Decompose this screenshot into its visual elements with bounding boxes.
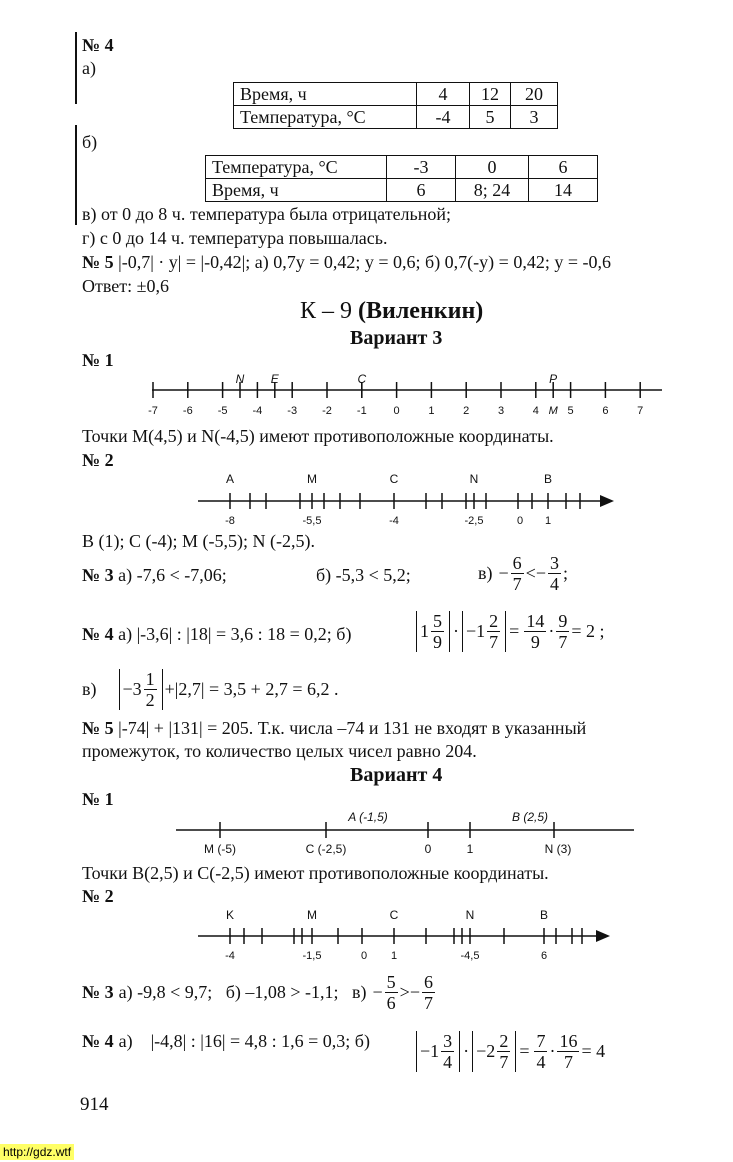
point-label: M (-5) <box>204 842 236 856</box>
point-label: C <box>357 372 367 386</box>
minus-sign: − <box>498 563 509 583</box>
tick-label: -4 <box>389 515 399 527</box>
table-cell: -4 <box>417 106 470 129</box>
arrow-head-icon <box>600 495 614 507</box>
task-number: № 4 <box>82 624 114 644</box>
task-number: № 5 <box>82 252 114 272</box>
point-label: K <box>225 908 235 922</box>
variant-3-heading: Вариант 3 <box>350 327 443 349</box>
tick-label: 4 <box>532 405 539 417</box>
point-label: 0 <box>424 842 432 856</box>
tick-label: -3 <box>287 405 298 417</box>
point-label: E <box>270 372 279 386</box>
task-number: № 3 <box>82 565 114 585</box>
tick-label: 0 <box>360 950 368 962</box>
task4-v-label: в) <box>82 679 97 699</box>
point-label: B <box>543 472 553 486</box>
table-cell: 5 <box>470 106 511 129</box>
fraction: $\frac{3}{4}$ <box>549 553 559 594</box>
point-label: M <box>307 472 317 486</box>
tick-label: 0 <box>516 515 524 527</box>
margin-line <box>75 125 77 225</box>
fraction: $\frac{6}{7}$ <box>512 553 522 594</box>
task-number: № 4 <box>82 35 114 55</box>
point-label: C <box>389 472 399 486</box>
section-title <box>300 298 483 325</box>
point-label: N <box>235 372 245 386</box>
task4-v-rest: +|2,7| = 3,5 + 2,7 = 6,2 . <box>164 679 339 699</box>
task4-a: а) |-3,6| : |18| = 3,6 : 18 = 0,2; б) <box>118 624 352 644</box>
tick-label: -6 <box>182 405 193 417</box>
table-cell: 0 <box>456 156 529 179</box>
abs-value: −1 $\frac{3}{4}$ <box>416 1031 460 1072</box>
task-number: № 3 <box>82 982 114 1002</box>
abs-value: 1 $\frac{5}{9}$ <box>416 611 450 652</box>
task3-v <box>478 553 568 594</box>
point-label: 1 <box>466 842 474 856</box>
table-cell: 8; 24 <box>456 179 529 202</box>
table-cell: 12 <box>470 83 511 106</box>
table-cell: 4 <box>417 83 470 106</box>
table-row <box>234 106 558 129</box>
task-number: № 5 <box>82 718 114 738</box>
v4-task4-line <box>82 1031 370 1052</box>
v3-task5-line1 <box>82 718 586 739</box>
point-label: N <box>469 472 479 486</box>
task3-a: а) -7,6 < -7,06; <box>118 565 227 585</box>
v3-task1-text: Точки M(4,5) и N(-4,5) имеют противоположные координаты. <box>82 426 554 446</box>
table-cell: Время, ч <box>234 83 417 106</box>
task-number: № 2 <box>82 450 114 470</box>
point-label: A (-1,5) <box>348 810 388 824</box>
fraction: $\frac{5}{6}$ <box>386 972 396 1013</box>
tick-label: -8 <box>225 515 235 527</box>
task4-text: а) |-4,8| : |16| = 4,8 : 1,6 = 0,3; б) <box>118 1031 370 1051</box>
number-line-v4-1 <box>176 818 636 842</box>
task5-text: |-74| + |131| = 205. Т.к. числа –74 и 131 не входят в указанный <box>118 718 587 738</box>
variant-4-heading: Вариант 4 <box>350 764 443 786</box>
tick-label: 5 <box>567 405 574 417</box>
point-label: A <box>225 472 235 486</box>
task4-v-expression <box>82 669 338 710</box>
tick-label: 0 <box>393 405 400 417</box>
point-label: B (2,5) <box>511 810 549 824</box>
v4-task3-line <box>82 972 437 1013</box>
table-cell: 6 <box>387 179 456 202</box>
table-a <box>233 82 558 129</box>
task3-b: б) -5,3 < 5,2; <box>316 565 411 585</box>
tick-label: 6 <box>540 950 548 962</box>
tick-label: -4 <box>225 950 235 962</box>
abs-value: −1 $\frac{2}{7}$ <box>462 611 506 652</box>
v3-task4-line <box>82 624 351 645</box>
margin-line <box>75 32 77 104</box>
task-number: № 4 <box>82 1031 114 1051</box>
point-label: N (3) <box>544 842 572 856</box>
tick-label: -2,5 <box>464 515 484 527</box>
point-label: B <box>539 908 549 922</box>
point-label: C (-2,5) <box>305 842 347 856</box>
point-label: C <box>389 908 399 922</box>
tick-label: 2 <box>463 405 470 417</box>
point-label: P <box>549 372 558 386</box>
table-cell: 20 <box>511 83 558 106</box>
abs-value: −3 $\frac{1}{2}$ <box>119 669 163 710</box>
item-g-text: г) с 0 до 14 ч. температура повышалась. <box>82 228 388 248</box>
task-5-line <box>82 252 611 273</box>
greater-sign: > <box>399 982 410 1002</box>
fraction: $\frac{6}{7}$ <box>423 972 433 1013</box>
title-bold: (Виленкин) <box>358 298 484 324</box>
task3-v-label: в) <box>478 563 493 583</box>
footer-link[interactable]: http://gdz.wtf <box>0 1144 74 1160</box>
tick-label: -2 <box>322 405 332 417</box>
table-cell: 14 <box>529 179 598 202</box>
semicolon: ; <box>562 563 568 583</box>
task-5-text: |-0,7| · y| = |-0,42|; а) 0,7y = 0,42; y = 0,6; б) 0,7(-y) = 0,42; y = -0,6 <box>118 252 611 272</box>
table-row <box>206 156 598 179</box>
point-label: N <box>465 908 475 922</box>
v3-task5-line2: промежуток, то количество целых чисел равно 204. <box>82 741 477 761</box>
table-cell: -3 <box>387 156 456 179</box>
task-number: № 1 <box>82 789 114 809</box>
task3-text: а) -9,8 < 9,7; б) –1,08 > -1,1; в) <box>118 982 367 1002</box>
v3-task3-line <box>82 565 227 586</box>
table-row <box>206 179 598 202</box>
minus-sign: − <box>409 982 420 1002</box>
tick-label: M <box>548 405 558 417</box>
table-cell: 3 <box>511 106 558 129</box>
tick-label: -4,5 <box>460 950 480 962</box>
abs-value: −2 $\frac{2}{7}$ <box>472 1031 516 1072</box>
tick-label: -5 <box>217 405 228 417</box>
tick-label: 1 <box>428 405 435 417</box>
task-number: № 2 <box>82 886 114 906</box>
v4-task1-text: Точки B(2,5) и C(-2,5) имеют противоположные координаты. <box>82 863 549 883</box>
item-label-a: а) <box>82 58 96 78</box>
minus-sign: − <box>535 563 546 583</box>
task-number: № 1 <box>82 350 114 370</box>
tick-label: 3 <box>497 405 505 417</box>
arrow-head-icon <box>596 930 610 942</box>
number-line-v4-2 <box>198 924 618 950</box>
table-row <box>234 83 558 106</box>
tick-label: 1 <box>544 515 552 527</box>
number-line-v3-1 <box>140 368 680 428</box>
number-line-v3-2 <box>190 488 620 518</box>
tick-label: -4 <box>252 405 263 417</box>
task4-b-expression: 1 $\frac{5}{9}$ · −1 $\frac{2}{7}$ = $\frac{14}{9}$ · $\frac{9}{7}$ = 2 ; <box>416 611 604 652</box>
tick-label: 1 <box>390 950 398 962</box>
tick-label: -1 <box>356 405 367 417</box>
minus-sign: − <box>372 982 383 1002</box>
tick-label: -7 <box>148 405 158 417</box>
tick-label: 7 <box>637 405 644 417</box>
v4-task4-b-expression: −1 $\frac{3}{4}$ · −2 $\frac{2}{7}$ = $\frac{7}{4}$ · $\frac{16}{7}$ = 4 <box>416 1031 605 1072</box>
table-cell: 6 <box>529 156 598 179</box>
title-prefix: К – 9 <box>300 298 353 324</box>
item-v-text: в) от 0 до 8 ч. температура была отрицательной; <box>82 204 452 224</box>
page-number: 914 <box>80 1094 109 1115</box>
tick-label: 6 <box>602 405 609 417</box>
tick-label: -5,5 <box>302 515 322 527</box>
answer-text: Ответ: ±0,6 <box>82 276 169 296</box>
point-label: M <box>307 908 317 922</box>
less-sign: < <box>525 563 536 583</box>
v3-task2-text: B (1); C (-4); M (-5,5); N (-2,5). <box>82 531 315 551</box>
table-b <box>205 155 598 202</box>
item-label-b: б) <box>82 132 98 152</box>
table-cell: Время, ч <box>206 179 387 202</box>
tick-label: -1,5 <box>302 950 322 962</box>
table-cell: Температура, °С <box>206 156 387 179</box>
table-cell: Температура, °С <box>234 106 417 129</box>
